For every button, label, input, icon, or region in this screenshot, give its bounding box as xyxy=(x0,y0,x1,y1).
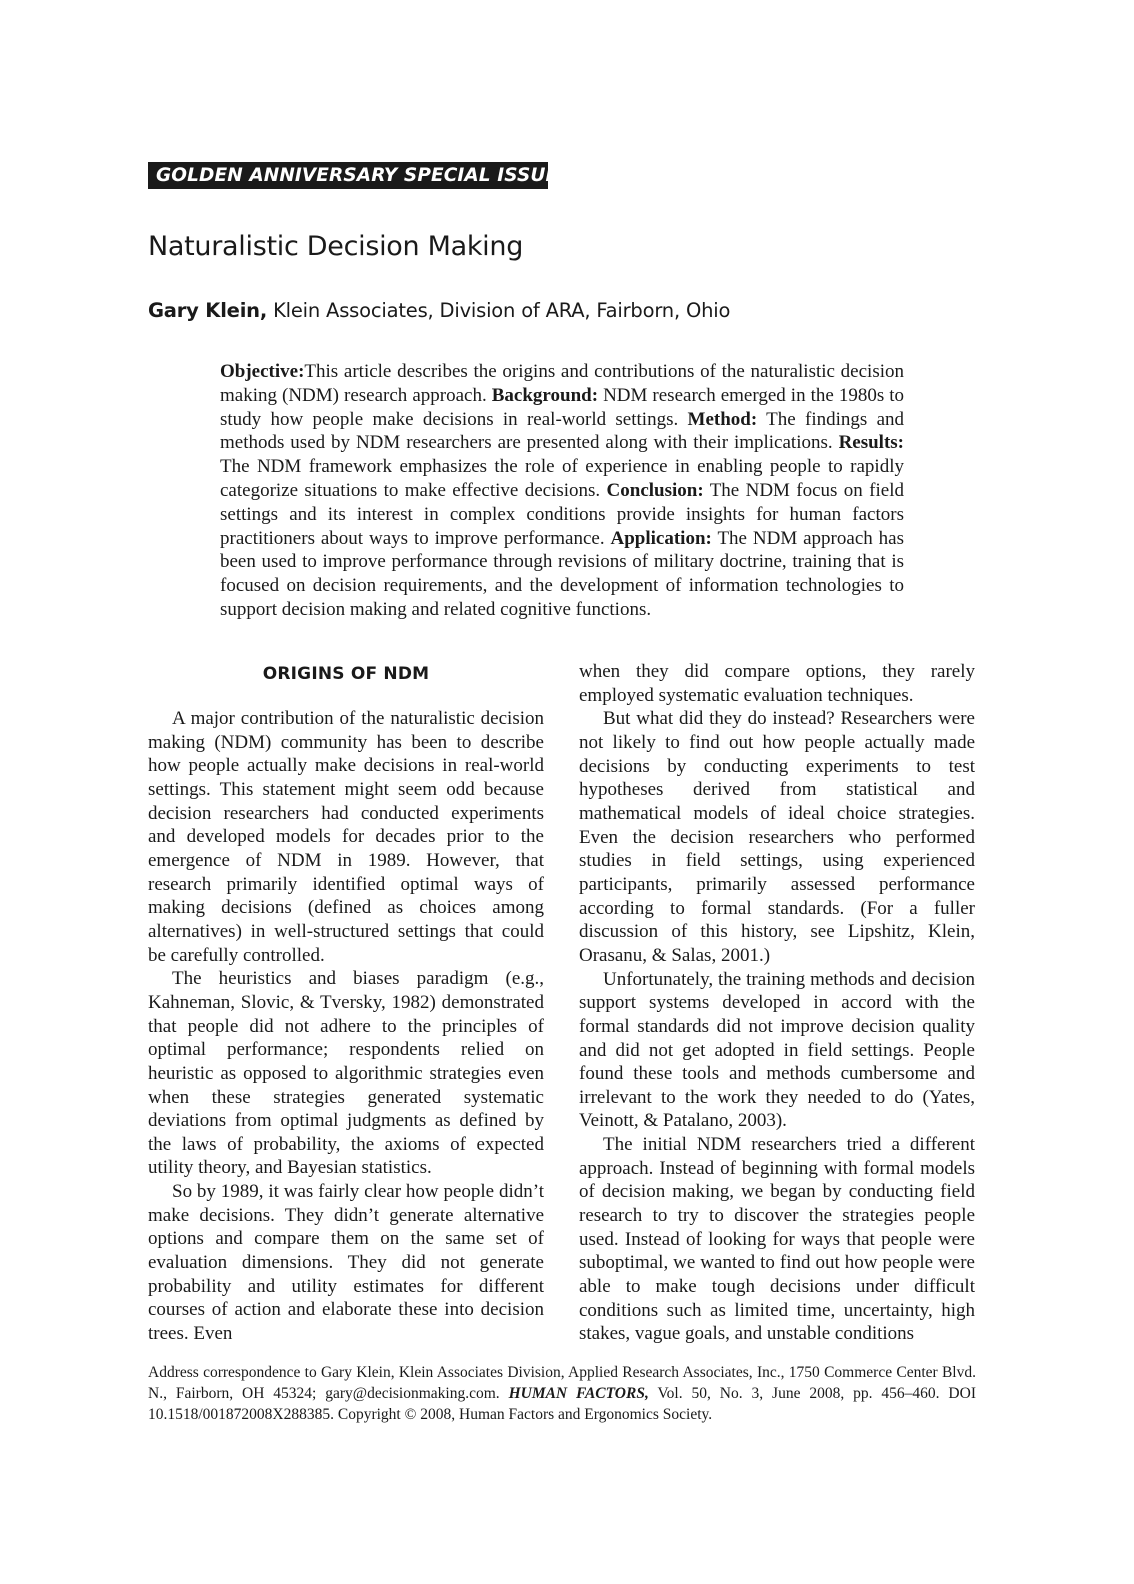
left-column xyxy=(148,660,544,1346)
background-text: NDM research emerged in the 1980s to study how people make decisions in real-world settings. xyxy=(220,384,905,430)
objective-label: Objective: xyxy=(220,361,305,382)
footnote-paragraph xyxy=(148,1363,976,1425)
right-column xyxy=(579,660,975,1346)
body-paragraph: Unfortunately, the training methods and decision support systems developed in accord with the formal standards did not improve decision quality and did not get adopted in field settings. People found these tools and methods cumbersome and irrelevant to the work they needed to do (Yates, Veinott, & Patalano, 2003). xyxy=(579,968,975,1132)
body-paragraph-continuation: when they did compare options, they rarely employed systematic evaluation techniques. xyxy=(579,661,975,706)
results-text: The NDM framework emphasizes the role of experience in enabling people to rapidly categorize situations to make effective decisions. xyxy=(220,456,904,501)
application-text: The NDM approach has been used to improve performance through revisions of military doctrine, training that is focused on decision requirements, and the development of information technologies to support decision making and related cognitive functions. xyxy=(220,527,904,620)
method-text: The findings and methods used by NDM researchers are presented along with their implications. xyxy=(220,408,905,454)
special-issue-banner: GOLDEN ANNIVERSARY SPECIAL ISSUE xyxy=(148,162,548,189)
author-name: Gary Klein, xyxy=(148,299,268,322)
section-heading: ORIGINS OF NDM xyxy=(262,664,430,684)
background-label: Background: xyxy=(491,384,599,406)
abstract-paragraph xyxy=(220,360,904,622)
correspondence-footnote xyxy=(148,1363,976,1425)
author-affiliation: Klein Associates, Division of ARA, Fairborn, Ohio xyxy=(273,299,731,322)
body-paragraph: A major contribution of the naturalistic decision making (NDM) community has been to describe how people actually make decisions in real-world settings. This statement might seem odd because decision researchers had conducted experiments and developed models for decades prior to the emergence of NDM in 1989. However, that research primarily identified optimal ways of making decisions (defined as choices among alternatives) in well-structured settings that could be carefully controlled. xyxy=(148,708,544,966)
body-paragraph: But what did they do instead? Researchers were not likely to find out how people actually made decisions by conducting experiments to test hypotheses derived from statistical and mathematical models of ideal choice strategies. Even the decision researchers who performed studies in field settings, using experienced participants, primarily assessed performance according to formal standards. (For a fuller discussion of this history, see Lipshitz, Klein, Orasanu, & Salas, 2001.) xyxy=(579,708,975,966)
footnote-address: Address correspondence to Gary Klein, Klein Associates Division, Applied Research Associates, Inc., 1750 Commerce Center Blvd. N., Fairborn, OH 45324; gary@decisionmaking.com. xyxy=(148,1364,976,1402)
journal-name: HUMAN FACTORS, xyxy=(508,1384,649,1402)
footnote-citation: Vol. 50, No. 3, June 2008, pp. 456–460. DOI 10.1518/001872008X288385. Copyright © 2008, Human Factors and Ergonomics Society. xyxy=(148,1384,976,1423)
conclusion-text: The NDM focus on field settings and its interest in complex conditions provide insights for human factors practitioners about ways to improve performance. xyxy=(220,479,904,549)
body-paragraph: So by 1989, it was fairly clear how people didn’t make decisions. They didn’t generate alternative options and compare them on the same set of evaluation dimensions. They did not generate probability and utility estimates for different courses of action and elaborate these into decision trees. Even xyxy=(148,1181,544,1345)
abstract xyxy=(220,360,904,622)
application-label: Application: xyxy=(610,527,712,549)
body-paragraph: The initial NDM researchers tried a different approach. Instead of beginning with formal models of decision making, we began by conducting field research to try to discover the strategies people used. Instead of looking for ways that people were suboptimal, we wanted to find out how people were able to make tough decisions under difficult conditions such as limited time, uncertainty, high stakes, vague goals, and unstable conditions xyxy=(579,1134,975,1345)
objective-text: This article describes the origins and contributions of the naturalistic decision making (NDM) research approach. xyxy=(220,361,904,406)
method-label: Method: xyxy=(687,408,758,430)
results-label: Results: xyxy=(838,432,905,454)
conclusion-label: Conclusion: xyxy=(606,479,704,501)
author-line xyxy=(148,299,730,322)
body-paragraph: The heuristics and biases paradigm (e.g., Kahneman, Slovic, & Tversky, 1982) demonstrated that people did not adhere to the principles of optimal performance; respondents relied on heuristic as opposed to algorithmic strategies even when these strategies generated systematic deviations from optimal judgments as defined by the laws of probability, the axioms of expected utility theory, and Bayesian statistics. xyxy=(148,968,544,1179)
article-title: Naturalistic Decision Making xyxy=(148,231,524,262)
